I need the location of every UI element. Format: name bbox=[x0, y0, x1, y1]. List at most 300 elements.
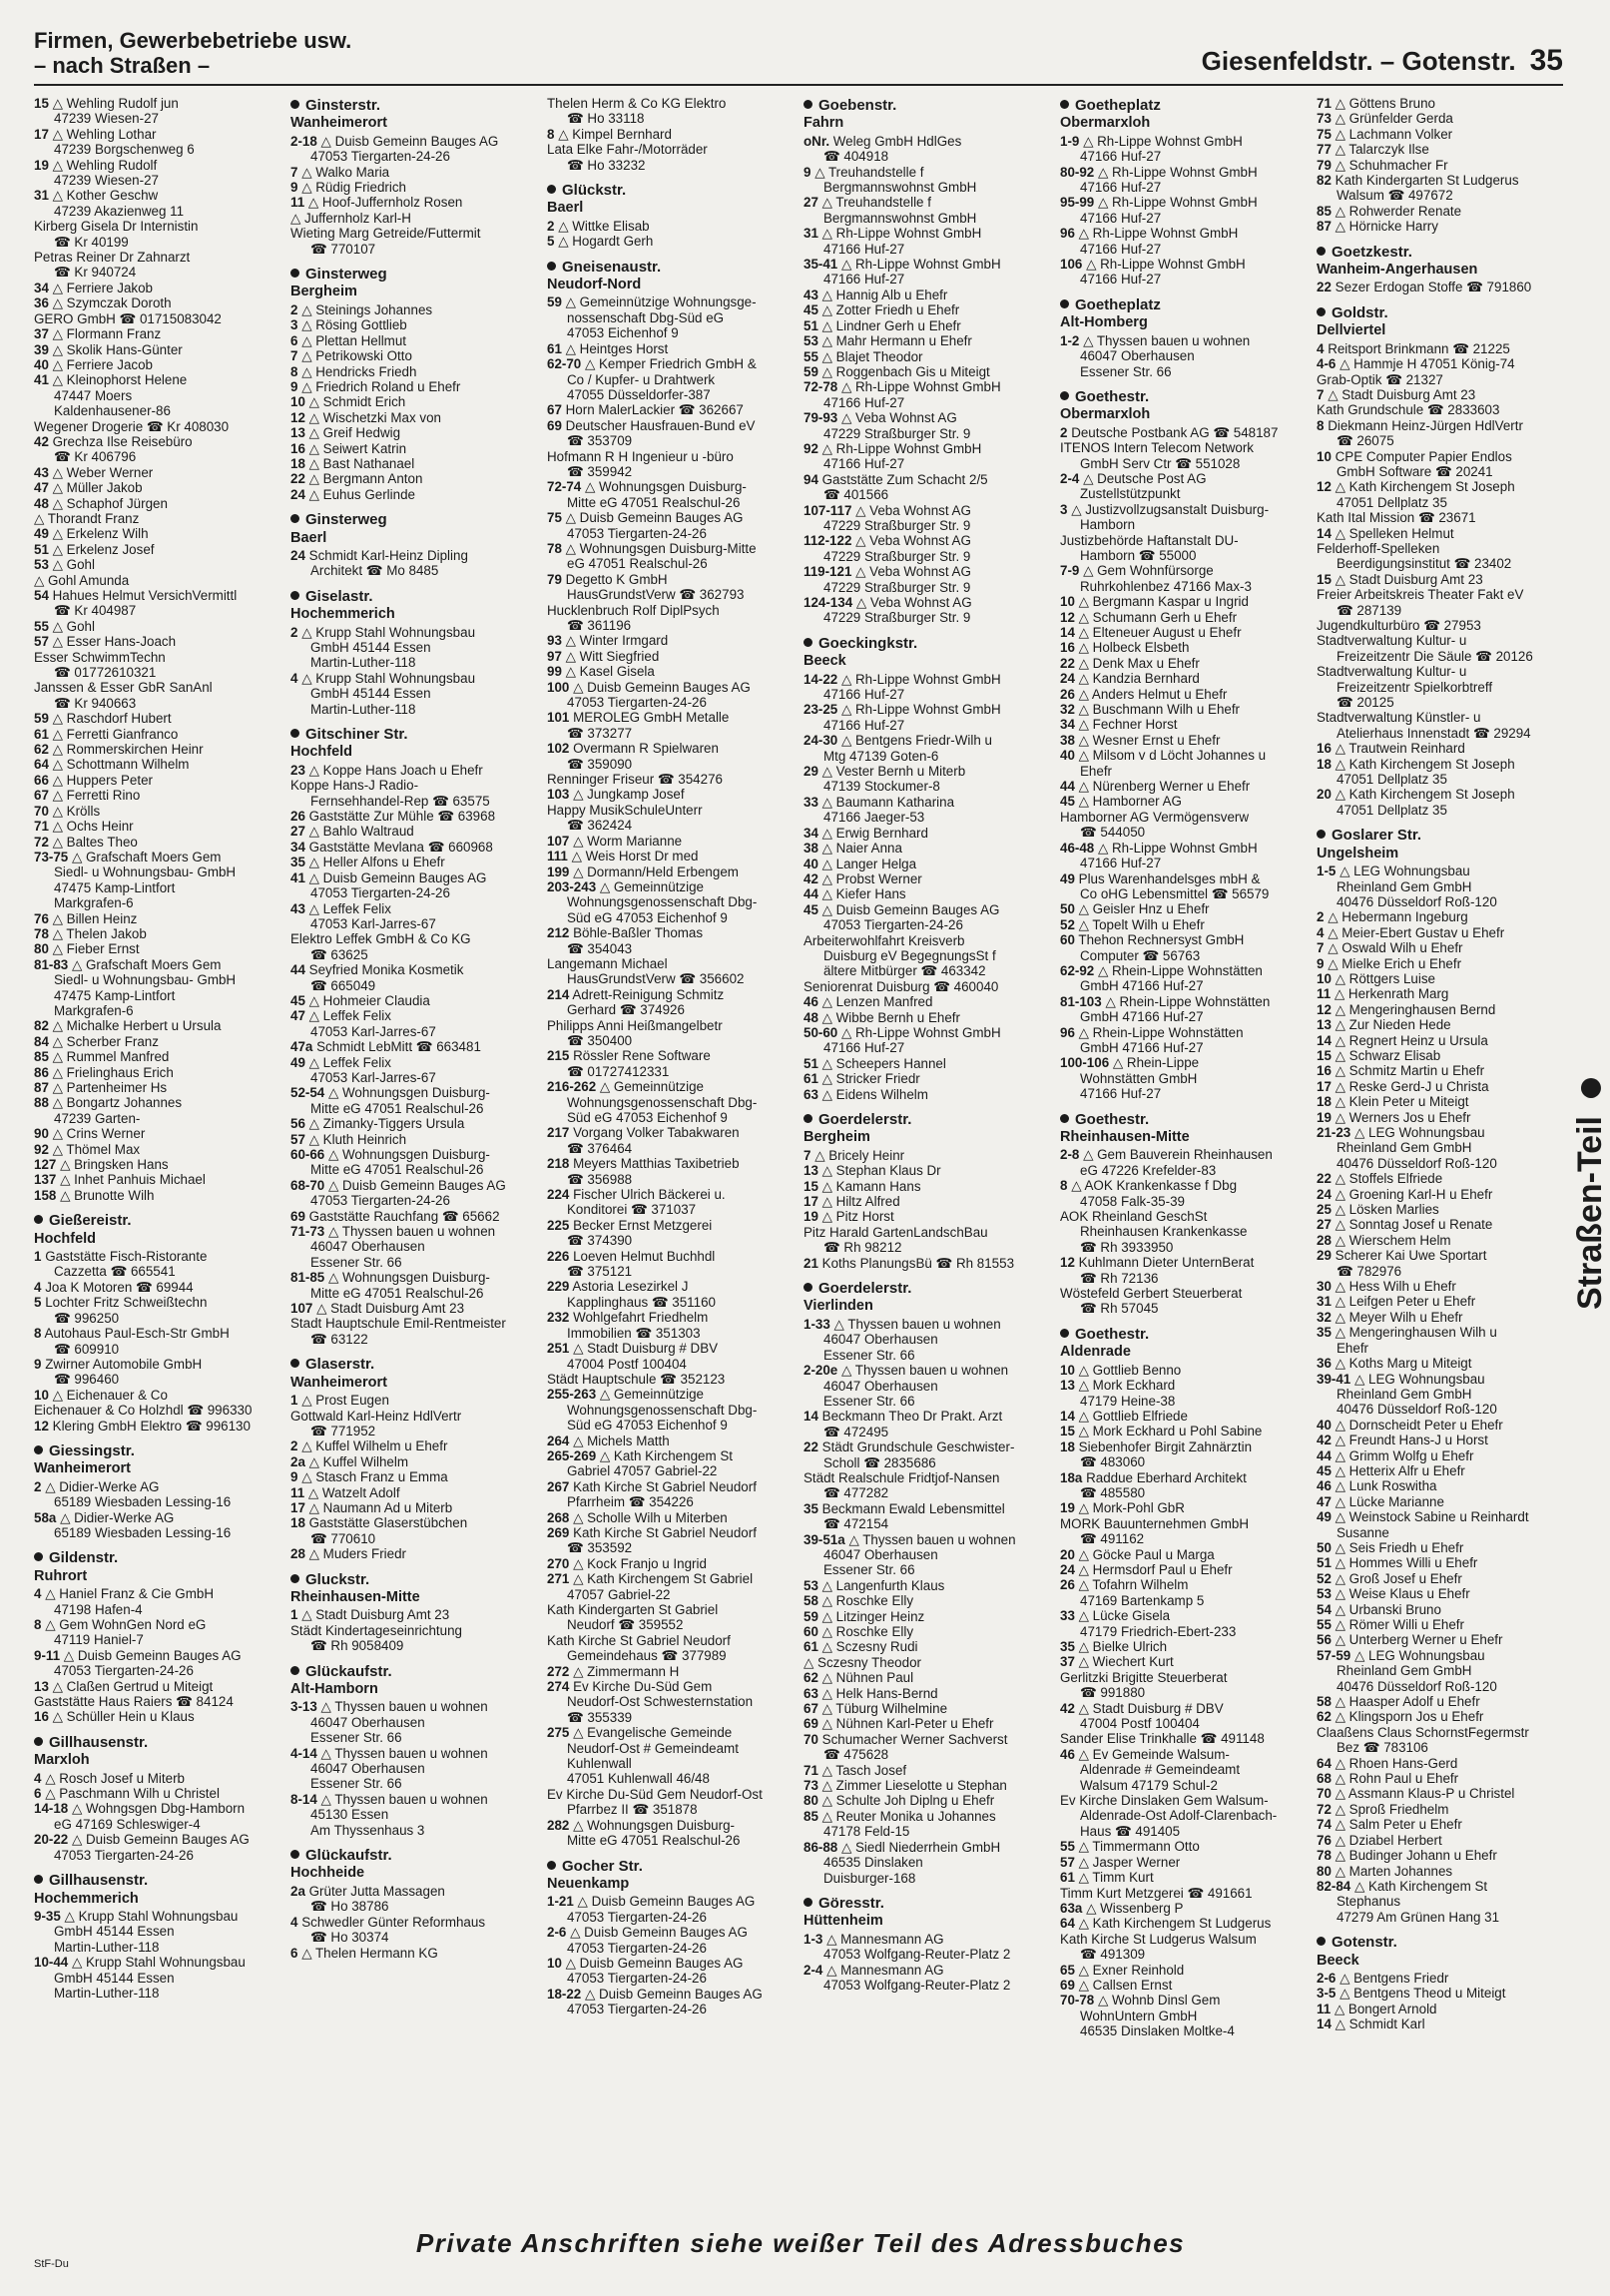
street-heading bbox=[1060, 98, 1307, 113]
district-name: Dellviertel bbox=[1317, 322, 1386, 339]
entry-continuation bbox=[1060, 242, 1307, 257]
entry-text: Stadtverwaltung Künstler- u bbox=[1317, 710, 1481, 726]
entry-text: △ Stadt Duisburg # DBV bbox=[573, 1341, 719, 1357]
entry-continuation bbox=[804, 1379, 1050, 1394]
directory-entry bbox=[1317, 1418, 1563, 1433]
house-number: 229 bbox=[547, 1279, 570, 1295]
directory-entry bbox=[290, 1270, 537, 1285]
entry-text: △ Probst Werner bbox=[821, 870, 922, 886]
house-number: 35 bbox=[1060, 1639, 1075, 1654]
directory-entry bbox=[547, 1434, 794, 1448]
entry-text: Adrett-Reinigung Schmitz bbox=[572, 986, 725, 1002]
entry-text: Städt Kindertageseinrichtung bbox=[290, 1622, 462, 1638]
directory-entry bbox=[1060, 165, 1307, 180]
entry-text: ☎ 362424 bbox=[567, 818, 633, 834]
entry-text: 46047 Oberhausen bbox=[823, 1332, 938, 1348]
directory-entry bbox=[547, 142, 794, 157]
house-number: 55 bbox=[34, 618, 49, 634]
street-name: Gildenstr. bbox=[49, 1549, 119, 1567]
directory-entry bbox=[290, 1132, 537, 1147]
entry-text: Hucklenbruch Rolf DiplPsych bbox=[547, 602, 720, 618]
entry-text: △ Fechner Horst bbox=[1078, 717, 1178, 733]
street-name: Goethestr. bbox=[1075, 1110, 1150, 1128]
directory-entry bbox=[1060, 810, 1307, 825]
entry-text: △ Veba Wohnst AG bbox=[855, 533, 971, 549]
directory-entry bbox=[290, 1316, 537, 1331]
house-number: 80 bbox=[804, 1793, 818, 1809]
entry-text: Gottwald Karl-Heinz HdlVertr bbox=[290, 1408, 462, 1424]
house-number: 14-22 bbox=[804, 671, 838, 687]
entry-text: △ Thyssen bauen u wohnen bbox=[320, 1699, 488, 1715]
house-number: 29 bbox=[804, 764, 818, 780]
directory-entry bbox=[290, 226, 537, 241]
entry-text: △ Bongert Arnold bbox=[1334, 2001, 1437, 2016]
house-number: 82 bbox=[34, 1018, 49, 1034]
entry-continuation bbox=[34, 1817, 280, 1832]
entry-continuation bbox=[290, 1070, 537, 1085]
district-name: Hochemmerich bbox=[34, 1890, 139, 1907]
directory-entry bbox=[804, 349, 1050, 364]
directory-entry bbox=[547, 1156, 794, 1171]
entry-text: △ Lenzen Manfred bbox=[821, 994, 933, 1010]
directory-entry bbox=[547, 1787, 794, 1802]
entry-text: Wohnungsgenossenschaft Dbg- bbox=[567, 894, 758, 910]
entry-continuation bbox=[1317, 556, 1563, 571]
directory-entry bbox=[1317, 479, 1563, 494]
house-number: 4 bbox=[290, 1914, 298, 1930]
entry-text: ☎ Rh 9058409 bbox=[310, 1638, 404, 1654]
entry-text: △ Scheepers Hannel bbox=[821, 1055, 946, 1071]
entry-text: △ Duisb Gemeinn Bauges AG bbox=[565, 510, 744, 526]
directory-entry bbox=[1060, 1424, 1307, 1438]
entry-text: 47053 Tiergarten-24-26 bbox=[567, 525, 707, 541]
entry-text: Schmidt LebMitt ☎ 663481 bbox=[316, 1039, 481, 1055]
house-number: 51 bbox=[804, 1055, 818, 1071]
entry-text: Jugendkulturbüro ☎ 27953 bbox=[1317, 618, 1481, 633]
directory-entry bbox=[34, 650, 280, 665]
entry-text: 47053 Wolfgang-Reuter-Platz 2 bbox=[823, 1977, 1011, 1993]
house-number: 92 bbox=[34, 1141, 49, 1157]
house-number: 61 bbox=[34, 726, 49, 742]
entry-text: ☎ 375121 bbox=[567, 1264, 633, 1280]
entry-text: 47169 Bartenkamp 5 bbox=[1080, 1592, 1205, 1608]
house-number: 87 bbox=[1317, 219, 1332, 235]
house-number: 22 bbox=[290, 471, 305, 487]
entry-text: △ Erwig Bernhard bbox=[821, 825, 928, 841]
entry-text: △ Kasel Gisela bbox=[565, 664, 655, 680]
entry-continuation bbox=[547, 894, 794, 909]
directory-entry bbox=[1317, 572, 1563, 587]
entry-text: Am Thyssenhaus 3 bbox=[310, 1822, 425, 1838]
entry-text: △ Freundt Hans-J u Horst bbox=[1335, 1433, 1488, 1448]
house-number: 63 bbox=[804, 1685, 818, 1701]
street-name: Gotenstr. bbox=[1332, 1934, 1397, 1952]
entry-text: △ Oswald Wilh u Ehefr bbox=[1328, 940, 1463, 956]
entry-text: △ Salm Peter u Ehefr bbox=[1335, 1817, 1462, 1833]
house-number: 90 bbox=[34, 1126, 49, 1142]
entry-text: △ Roschke Elly bbox=[821, 1593, 914, 1609]
directory-entry bbox=[547, 294, 794, 309]
directory-entry bbox=[1060, 1978, 1307, 1993]
house-number: 25 bbox=[1317, 1202, 1332, 1218]
entry-text: △ Wohnungsgen Duisburg- bbox=[584, 479, 747, 495]
directory-entry bbox=[1060, 1255, 1307, 1270]
entry-text: Bez ☎ 783106 bbox=[1337, 1740, 1428, 1756]
entry-text: Cazzetta ☎ 665541 bbox=[54, 1264, 176, 1280]
entry-continuation bbox=[547, 433, 794, 448]
directory-entry bbox=[1317, 341, 1563, 356]
house-number: 44 bbox=[1060, 779, 1075, 795]
street-name: Giselastr. bbox=[305, 587, 373, 605]
house-number: 10 bbox=[34, 1387, 49, 1403]
directory-entry bbox=[1317, 1494, 1563, 1509]
house-number: 2-18 bbox=[290, 133, 317, 149]
house-number: 79 bbox=[547, 571, 562, 587]
entry-text: △ Thelen Hermann KG bbox=[301, 1945, 438, 1961]
house-number: 15 bbox=[804, 1178, 818, 1194]
house-number: 65 bbox=[1060, 1962, 1075, 1978]
entry-text: Gaststätte Glaserstübchen bbox=[308, 1515, 468, 1531]
entry-continuation bbox=[1060, 1194, 1307, 1209]
entry-text: Gaststätte Mevlana ☎ 660968 bbox=[308, 839, 493, 855]
entry-text: △ Gemeinnützige bbox=[599, 878, 704, 894]
entry-continuation bbox=[1317, 464, 1563, 479]
entry-text: Seyfried Monika Kosmetik bbox=[308, 962, 464, 978]
entry-text: ☎ 665049 bbox=[310, 977, 376, 993]
directory-entry bbox=[1317, 1864, 1563, 1879]
directory-entry bbox=[34, 1648, 280, 1663]
entry-continuation bbox=[1060, 1593, 1307, 1608]
house-number: 8 bbox=[1060, 1178, 1068, 1194]
entry-text: Grab-Optik ☎ 21327 bbox=[1317, 371, 1443, 387]
entry-text: Esser SchwimmTechn bbox=[34, 649, 166, 665]
directory-entry bbox=[804, 1363, 1050, 1378]
entry-text: ☎ 991880 bbox=[1080, 1685, 1146, 1701]
house-number: 48 bbox=[804, 1009, 818, 1025]
house-number: 13 bbox=[1060, 1378, 1075, 1394]
bullet-dot-icon bbox=[34, 1875, 43, 1884]
directory-entry bbox=[804, 1932, 1050, 1947]
house-number: 225 bbox=[547, 1217, 570, 1233]
entry-continuation bbox=[804, 1947, 1050, 1962]
house-number: 94 bbox=[804, 471, 818, 487]
entry-continuation bbox=[547, 1172, 794, 1187]
entry-text: 47475 Kamp-Lintfort bbox=[54, 987, 176, 1003]
entry-continuation bbox=[1317, 1264, 1563, 1279]
entry-text: △ Sproß Friedhelm bbox=[1335, 1801, 1449, 1817]
directory-entry bbox=[34, 1694, 280, 1709]
house-number: 57 bbox=[34, 634, 49, 650]
house-number: 49 bbox=[290, 1054, 305, 1070]
entry-text: 40476 Düsseldorf Roß-120 bbox=[1337, 1155, 1497, 1171]
directory-entry bbox=[1060, 1731, 1307, 1746]
entry-text: Kaldenhausener-86 bbox=[54, 403, 171, 419]
directory-entry bbox=[1060, 1439, 1307, 1454]
entry-text: Zustellstützpunkt bbox=[1080, 486, 1181, 502]
entry-continuation bbox=[1317, 879, 1563, 894]
entry-text: ☎ 477282 bbox=[823, 1485, 889, 1501]
entry-text: Ehefr bbox=[1080, 763, 1113, 779]
directory-entry bbox=[290, 840, 537, 855]
entry-text: 47053 Karl-Jarres-67 bbox=[310, 1069, 436, 1085]
house-number: 53 bbox=[804, 333, 818, 349]
directory-entry bbox=[547, 787, 794, 802]
entry-text: ☎ 20125 bbox=[1337, 695, 1394, 711]
house-number: 51 bbox=[1317, 1555, 1332, 1571]
entry-text: △ Gottlieb Elfriede bbox=[1078, 1408, 1188, 1424]
directory-entry bbox=[34, 1510, 280, 1525]
house-number: 274 bbox=[547, 1679, 570, 1695]
directory-entry bbox=[547, 418, 794, 433]
directory-entry bbox=[290, 410, 537, 425]
entry-text: △ Holbeck Elsbeth bbox=[1078, 640, 1190, 656]
entry-text: △ Hess Wilh u Ehefr bbox=[1335, 1279, 1456, 1295]
entry-continuation bbox=[290, 1255, 537, 1270]
house-number: 16 bbox=[1317, 1063, 1332, 1079]
directory-entry bbox=[547, 956, 794, 971]
entry-continuation bbox=[290, 1761, 537, 1776]
entry-continuation bbox=[547, 1741, 794, 1756]
directory-entry bbox=[804, 165, 1050, 180]
directory-entry bbox=[804, 333, 1050, 348]
directory-entry bbox=[1060, 1963, 1307, 1978]
directory-entry bbox=[1317, 1756, 1563, 1771]
entry-text: Rössler Rene Software bbox=[573, 1048, 711, 1064]
entry-continuation bbox=[34, 880, 280, 895]
entry-continuation bbox=[290, 1101, 537, 1116]
entry-text: △ Rh-Lippe Wohnst GmbH bbox=[1086, 257, 1246, 273]
house-number: 20 bbox=[1060, 1546, 1075, 1562]
directory-entry bbox=[34, 1586, 280, 1601]
entry-text: eG 47226 Krefelder-83 bbox=[1080, 1162, 1217, 1178]
house-number: 77 bbox=[1317, 142, 1332, 158]
house-number: 101 bbox=[547, 710, 570, 726]
entry-text: Essener Str. 66 bbox=[823, 1393, 915, 1409]
entry-text: △ Krupp Stahl Wohnungsbau bbox=[301, 670, 476, 686]
street-heading bbox=[290, 1357, 537, 1372]
house-number: 68-70 bbox=[290, 1177, 325, 1193]
entry-text: △ Duisb Gemeinn Bauges AG bbox=[565, 1955, 744, 1971]
page-header bbox=[34, 22, 1563, 86]
entry-text: △ Rummel Manfred bbox=[52, 1049, 170, 1065]
directory-entry bbox=[804, 1194, 1050, 1209]
entry-continuation bbox=[34, 1525, 280, 1540]
directory-entry bbox=[804, 672, 1050, 687]
house-number: 10-44 bbox=[34, 1955, 69, 1971]
house-number: 267 bbox=[547, 1478, 570, 1494]
bullet-dot-icon bbox=[1317, 247, 1326, 256]
entry-text: Kirberg Gisela Dr Internistin bbox=[34, 219, 199, 235]
house-number: 74 bbox=[1317, 1817, 1332, 1833]
entry-text: Beerdigungsinstitut ☎ 23402 bbox=[1337, 556, 1512, 572]
house-number: 86 bbox=[34, 1064, 49, 1080]
directory-entry bbox=[290, 180, 537, 195]
entry-text: WohnUntern GmbH bbox=[1080, 2008, 1198, 2023]
house-number: 3-5 bbox=[1317, 1986, 1337, 2002]
street-name: Göresstr. bbox=[818, 1894, 884, 1912]
entry-text: eG 47169 Schleswiger-4 bbox=[54, 1816, 201, 1832]
entry-text: Thehon Rechnersyst GmbH bbox=[1078, 932, 1245, 948]
directory-entry bbox=[1060, 901, 1307, 916]
house-number: 40 bbox=[1317, 1417, 1332, 1433]
directory-entry bbox=[290, 1746, 537, 1761]
entry-text: Fernsehhandel-Rep ☎ 63575 bbox=[310, 793, 490, 809]
entry-text: Becker Ernst Metzgerei bbox=[573, 1217, 713, 1233]
house-number: 44 bbox=[1317, 1447, 1332, 1463]
bullet-dot-icon bbox=[290, 1850, 299, 1859]
entry-text: ☎ Ho 33118 bbox=[567, 111, 645, 127]
entry-continuation bbox=[804, 1547, 1050, 1562]
entry-text: Süd eG 47053 Eichenhof 9 bbox=[567, 1110, 728, 1125]
entry-text: 46047 Oberhausen bbox=[310, 1714, 425, 1730]
directory-entry bbox=[1317, 1802, 1563, 1817]
entry-text: △ Thyssen bauen u wohnen bbox=[320, 1791, 488, 1807]
directory-entry bbox=[804, 841, 1050, 856]
house-number: 96 bbox=[1060, 1024, 1075, 1040]
directory-entry bbox=[34, 742, 280, 757]
entry-text: △ Euhus Gerlinde bbox=[308, 486, 415, 502]
entry-continuation bbox=[34, 1663, 280, 1678]
entry-text: △ Treuhandstelle f bbox=[821, 195, 931, 211]
entry-text: △ Krupp Stahl Wohnungsbau bbox=[301, 624, 476, 640]
directory-entry bbox=[34, 1771, 280, 1786]
directory-entry bbox=[34, 1126, 280, 1141]
directory-entry bbox=[804, 1686, 1050, 1701]
entry-text: 47179 Heine-38 bbox=[1080, 1393, 1176, 1409]
directory-entry bbox=[290, 1946, 537, 1961]
directory-entry bbox=[804, 733, 1050, 748]
directory-entry bbox=[547, 1556, 794, 1571]
district-name: Hochemmerich bbox=[290, 606, 395, 623]
house-number: 55 bbox=[1317, 1617, 1332, 1632]
directory-entry bbox=[1060, 841, 1307, 856]
house-number: 27 bbox=[290, 824, 305, 840]
entry-text: △ Blajet Theodor bbox=[821, 348, 923, 364]
entry-continuation bbox=[547, 1095, 794, 1110]
street-name: Ginsterstr. bbox=[305, 97, 381, 114]
directory-entry bbox=[804, 1087, 1050, 1102]
directory-entry bbox=[1317, 1463, 1563, 1478]
entry-text: 47166 Huf-27 bbox=[823, 1040, 905, 1056]
house-number: 46 bbox=[1060, 1746, 1075, 1762]
entry-continuation bbox=[1060, 1685, 1307, 1700]
bullet-dot-icon bbox=[290, 1574, 299, 1583]
entry-text: △ Gottlieb Benno bbox=[1078, 1362, 1182, 1378]
bullet-dot-icon bbox=[290, 1359, 299, 1368]
entry-text: ☎ Kr 404987 bbox=[54, 603, 137, 619]
directory-entry bbox=[290, 211, 537, 226]
entry-continuation bbox=[1060, 180, 1307, 195]
directory-entry bbox=[34, 295, 280, 310]
entry-text: 47229 Straßburger Str. 9 bbox=[823, 579, 971, 595]
house-number: 62 bbox=[1317, 1709, 1332, 1725]
entry-text: Stadtverwaltung Kultur- u bbox=[1317, 664, 1467, 680]
house-number: 9 bbox=[290, 1469, 298, 1485]
entry-continuation bbox=[34, 603, 280, 618]
directory-entry bbox=[1317, 418, 1563, 433]
house-number: 23 bbox=[290, 762, 305, 778]
entry-text: 40476 Düsseldorf Roß-120 bbox=[1337, 893, 1497, 909]
directory-entry bbox=[34, 1679, 280, 1694]
directory-entry bbox=[1317, 1571, 1563, 1586]
house-number: 22 bbox=[804, 1439, 818, 1455]
house-number: 16 bbox=[34, 1709, 49, 1725]
entry-text: 47053 Wolfgang-Reuter-Platz 2 bbox=[823, 1947, 1011, 1963]
entry-continuation bbox=[804, 948, 1050, 963]
house-number: 14 bbox=[1317, 1032, 1332, 1048]
entry-text: △ Heller Alfons u Ehefr bbox=[308, 855, 445, 870]
entry-continuation bbox=[547, 1910, 794, 1925]
house-number: 1 bbox=[290, 1393, 298, 1409]
entry-text: Hamborner AG Vermögensverw bbox=[1060, 809, 1250, 825]
directory-entry bbox=[34, 711, 280, 726]
entry-text: Lochter Fritz Schweißtechn bbox=[45, 1295, 208, 1311]
house-number: 69 bbox=[804, 1716, 818, 1732]
directory-entry bbox=[1317, 940, 1563, 955]
entry-text: Susanne bbox=[1337, 1524, 1389, 1540]
entry-text: 65189 Wiesbaden Lessing-16 bbox=[54, 1524, 232, 1540]
directory-entry bbox=[290, 1301, 537, 1316]
street-name: Goerdelerstr. bbox=[818, 1280, 912, 1298]
house-number: 6 bbox=[34, 1786, 42, 1802]
bullet-dot-icon bbox=[1581, 1078, 1601, 1098]
directory-entry bbox=[1317, 1478, 1563, 1493]
directory-entry bbox=[1317, 1171, 1563, 1186]
directory-entry bbox=[34, 326, 280, 341]
entry-text: △ Stadt Duisburg Amt 23 bbox=[301, 1607, 450, 1623]
directory-entry bbox=[1317, 1509, 1563, 1524]
directory-entry bbox=[34, 1034, 280, 1049]
house-number: 34 bbox=[290, 839, 305, 855]
directory-entry bbox=[290, 993, 537, 1008]
entry-text: △ Worm Marianne bbox=[573, 833, 683, 849]
entry-text: △ Marten Johannes bbox=[1335, 1863, 1453, 1879]
directory-entry bbox=[804, 441, 1050, 456]
directory-entry bbox=[1060, 779, 1307, 794]
house-number: 59 bbox=[34, 711, 49, 727]
house-number: 21-23 bbox=[1317, 1125, 1351, 1140]
entry-text: △ Gem WohnGen Nord eG bbox=[45, 1617, 207, 1632]
entry-text: Kath Ital Mission ☎ 23671 bbox=[1317, 510, 1476, 526]
house-number: 264 bbox=[547, 1433, 570, 1448]
directory-entry bbox=[1317, 1110, 1563, 1125]
directory-entry bbox=[1317, 510, 1563, 525]
directory-entry bbox=[1317, 1125, 1563, 1140]
house-number: 11 bbox=[1317, 986, 1332, 1002]
district-name: Wanheimerort bbox=[34, 1460, 131, 1477]
entry-text: Mitte eG 47051 Realschul-26 bbox=[310, 1100, 484, 1116]
district-name: Beeck bbox=[1317, 1952, 1359, 1969]
street-name: Glückaufstr. bbox=[305, 1847, 392, 1865]
entry-continuation bbox=[547, 1756, 794, 1771]
directory-entry bbox=[1317, 2016, 1563, 2031]
directory-entry bbox=[1060, 533, 1307, 548]
entry-text: △ Tüburg Wilhelmine bbox=[821, 1701, 948, 1717]
entry-continuation bbox=[1060, 978, 1307, 993]
entry-text: Reitsport Brinkmann ☎ 21225 bbox=[1328, 340, 1510, 356]
directory-entry bbox=[547, 1387, 794, 1402]
house-number: 1-3 bbox=[804, 1931, 823, 1947]
entry-continuation bbox=[1317, 1402, 1563, 1417]
directory-entry bbox=[34, 804, 280, 819]
entry-text: Lata Elke Fahr-/Motorräder bbox=[547, 142, 708, 158]
directory-entry bbox=[1317, 1217, 1563, 1232]
entry-continuation bbox=[547, 1033, 794, 1048]
entry-text: △ Kath Kirchengem St bbox=[599, 1447, 733, 1463]
directory-entry bbox=[804, 702, 1050, 717]
entry-text: △ Rohn Paul u Ehefr bbox=[1335, 1771, 1459, 1787]
directory-entry bbox=[290, 1454, 537, 1469]
